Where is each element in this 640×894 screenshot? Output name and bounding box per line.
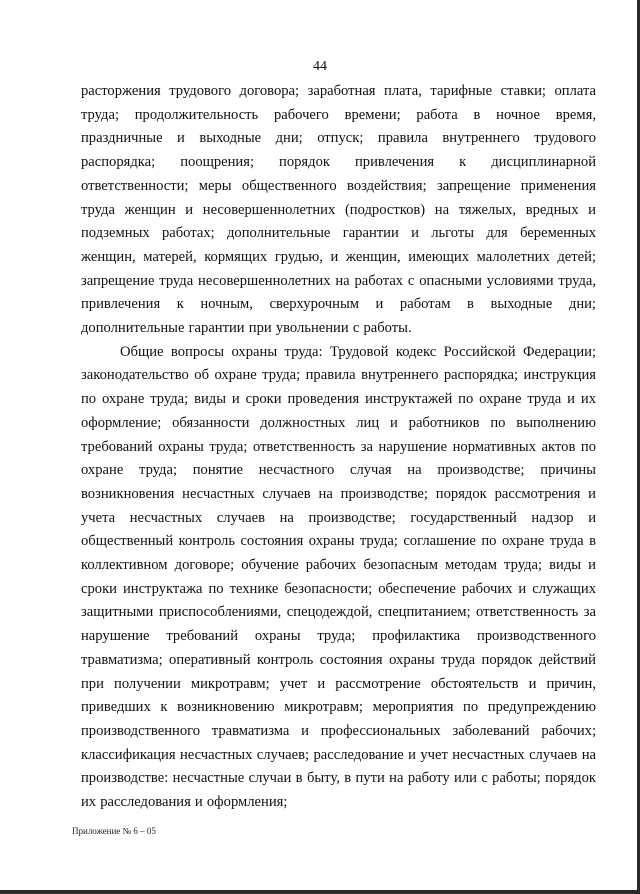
footer-appendix-label: Приложение № 6 – 05	[72, 826, 156, 836]
paragraph-labor-safety: Общие вопросы охраны труда: Трудовой кодекс Российской Федерации; законодательство об охране труда; правила внутреннего распорядка; инструкция по охране труда; виды и сроки проведения инструктажей по охране труда и их оформление; обязанности должностных лиц и работников по выполнению требований охраны труда; ответственность за нарушение нормативных актов по охране труда; понятие несчастного случая на производстве; причины возникновения несчастных случаев на производстве; порядок рассмотрения и учета несчастных случаев на производстве; государственный надзор и общественный контроль состояния охраны труда; соглашение по охране труда в коллективном договоре; обучение рабочих безопасным методам труда; виды и сроки инструктажа по технике безопасности; обеспечение рабочих и служащих защитными приспособлениями, спецодеждой, спецпитанием; ответственность за нарушение требований охраны труда; профилактика производственного травматизма; оперативный контроль состояния охраны труда порядок действий при получении микротравм; учет и рассмотрение обстоятельств и причин, приведших к возникновению микротравм; мероприятия по предупреждению производственного травматизма и профессиональных заболеваний рабочих; классификация несчастных случаев; расследование и учет несчастных случаев на производстве: несчастные случаи в быту, в пути на работу или с работы; порядок их расследования и оформления;	[81, 343, 596, 811]
body-text	[81, 80, 596, 815]
paragraph-labor-rights: расторжения трудового договора; заработная плата, тарифные ставки; оплата труда; продолжительность рабочего времени; работа в ночное время, праздничные и выходные дни; отпуск; правила внутреннего трудового распорядка; поощрения; порядок привлечения к дисциплинарной ответственности; меры общественного воздействия; запрещение применения труда женщин и несовершеннолетних (подростков) на тяжелых, вредных и подземных работах; дополнительные гарантии и льготы для беременных женщин, матерей, кормящих грудью, и женщин, имеющих малолетних детей; запрещение труда несовершеннолетних на работах с опасными условиями труда, привлечения к ночным, сверхурочным и работам в выходные дни; дополнительные гарантии при увольнении с работы.	[81, 83, 596, 337]
page-number: 44	[313, 59, 327, 74]
